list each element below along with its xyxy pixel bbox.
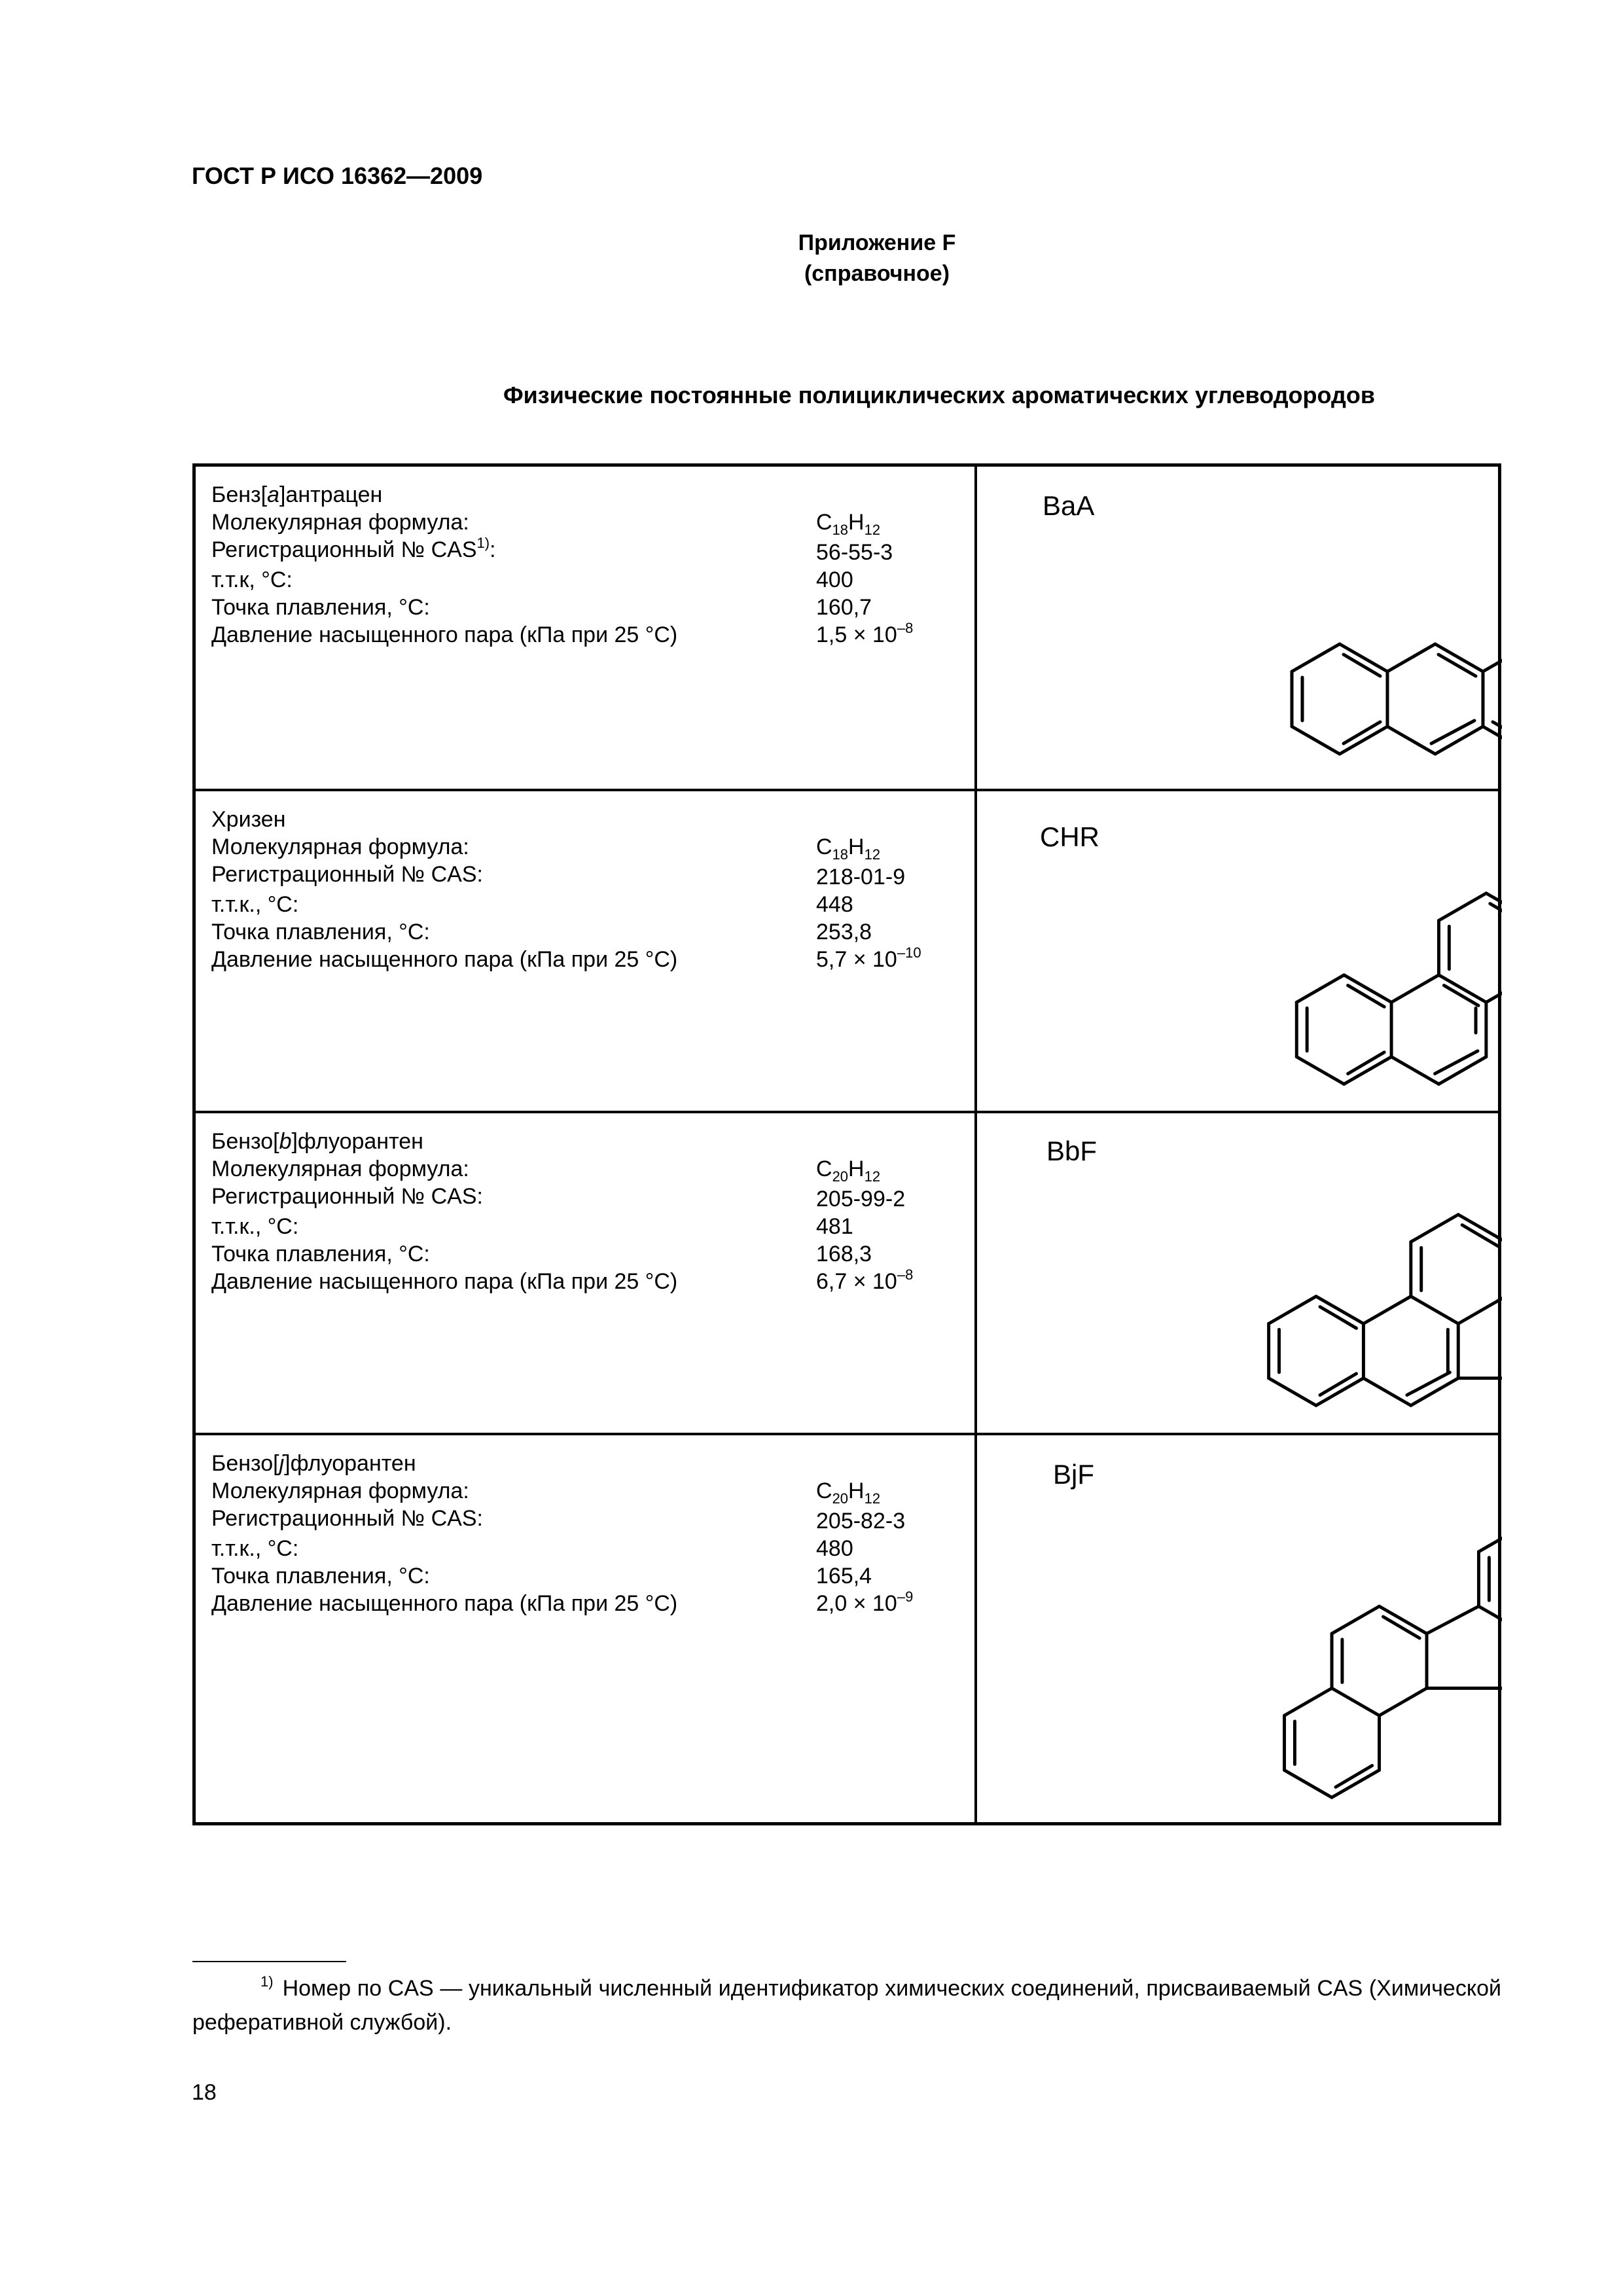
cas-value: 56-55-3 bbox=[816, 540, 893, 565]
formula-label: Молекулярная формула: bbox=[211, 834, 469, 859]
appendix-heading bbox=[726, 228, 1027, 289]
document-header: ГОСТ Р ИСО 16362—2009 bbox=[192, 162, 483, 189]
melting-point-label: Точка плавления, °С: bbox=[211, 595, 430, 620]
compound-name: Бенз[a]антрацен bbox=[211, 482, 383, 507]
cas-label: Регистрационный № CAS: bbox=[211, 1506, 483, 1531]
formula-value: $C_{20}H_{12}$ bbox=[816, 1479, 881, 1507]
cas-value: 205-99-2 bbox=[816, 1187, 906, 1211]
footnote-mark: 1) bbox=[260, 1973, 274, 1990]
melting-point-value: 168,3 bbox=[816, 1242, 872, 1266]
property-labels bbox=[211, 806, 677, 973]
boiling-point-label: т.т.к, °С: bbox=[211, 567, 293, 592]
table-row bbox=[196, 789, 1498, 1111]
boiling-point-value: 480 bbox=[816, 1536, 853, 1561]
compound-name: Хризен bbox=[211, 807, 286, 832]
melting-point-label: Точка плавления, °С: bbox=[211, 920, 430, 944]
melting-point-label: Точка плавления, °С: bbox=[211, 1242, 430, 1266]
boiling-point-value: 481 bbox=[816, 1214, 853, 1239]
vapor-pressure-label: Давление насыщенного пара (кПа при 25 °С) bbox=[211, 1269, 678, 1294]
boiling-point-label: т.т.к., °С: bbox=[211, 1214, 299, 1239]
formula-label: Молекулярная формула: bbox=[211, 510, 469, 535]
table-row bbox=[196, 1111, 1498, 1433]
compound-name: Бензо[j]флуорантен bbox=[211, 1451, 416, 1476]
melting-point-value: 165,4 bbox=[816, 1564, 872, 1588]
vapor-pressure-value: $1,5 \times 10^{-8}$ bbox=[816, 620, 914, 647]
table-row bbox=[196, 1433, 1498, 1822]
property-labels bbox=[211, 1450, 677, 1617]
property-values bbox=[816, 1155, 913, 1298]
compound-name: Бензо[b]флуорантен bbox=[211, 1129, 423, 1154]
vapor-pressure-label: Давление насыщенного пара (кПа при 25 °С) bbox=[211, 947, 678, 972]
vapor-pressure-value: $2,0 \times 10^{-9}$ bbox=[816, 1588, 914, 1616]
formula-value: $C_{18}H_{12}$ bbox=[816, 834, 881, 863]
compound-abbreviation: BaA bbox=[1043, 490, 1095, 521]
compound-abbreviation: CHR bbox=[1040, 821, 1099, 852]
formula-value: $C_{18}H_{12}$ bbox=[816, 510, 881, 538]
boiling-point-value: 448 bbox=[816, 892, 853, 917]
boiling-point-label: т.т.к., °С: bbox=[211, 892, 299, 917]
cas-value: 205-82-3 bbox=[816, 1509, 906, 1534]
pah-constants-table bbox=[192, 463, 1501, 1825]
table-title: Физические постоянные полициклических ароматических углеводородов bbox=[503, 382, 1376, 408]
vapor-pressure-value: $5,7 \times 10^{-10}$ bbox=[816, 944, 921, 972]
footnote-text: Номер по CAS — уникальный численный идентификатор химических соединений, присваиваемый CAS (Химической реферативной службой). bbox=[192, 1976, 1501, 2035]
page-number: 18 bbox=[192, 2080, 217, 2105]
melting-point-value: 253,8 bbox=[816, 920, 872, 944]
formula-label: Молекулярная формула: bbox=[211, 1479, 469, 1503]
cas-value: 218-01-9 bbox=[816, 865, 906, 889]
cas-label: Регистрационный № CAS$^{1)}$: bbox=[211, 535, 496, 562]
vapor-pressure-label: Давление насыщенного пара (кПа при 25 °С) bbox=[211, 622, 678, 647]
column-divider bbox=[974, 467, 977, 1822]
compound-abbreviation: BjF bbox=[1053, 1459, 1094, 1490]
boiling-point-label: т.т.к., °С: bbox=[211, 1536, 299, 1561]
cas-label: Регистрационный № CAS: bbox=[211, 1184, 483, 1209]
property-values bbox=[816, 1477, 913, 1620]
formula-value: $C_{20}H_{12}$ bbox=[816, 1157, 881, 1185]
melting-point-value: 160,7 bbox=[816, 595, 872, 620]
compound-abbreviation: BbF bbox=[1046, 1136, 1097, 1166]
property-values bbox=[816, 509, 913, 651]
table-row bbox=[196, 467, 1498, 789]
property-labels bbox=[211, 1128, 677, 1295]
cas-label: Регистрационный № CAS: bbox=[211, 862, 483, 887]
appendix-status: (справочное) bbox=[804, 261, 950, 286]
boiling-point-value: 400 bbox=[816, 567, 853, 592]
appendix-label: Приложение F bbox=[798, 230, 956, 255]
benzo-j-fluoranthene-structure-icon bbox=[977, 1435, 1502, 1822]
formula-label: Молекулярная формула: bbox=[211, 1157, 469, 1181]
vapor-pressure-label: Давление насыщенного пара (кПа при 25 °С) bbox=[211, 1591, 678, 1616]
property-labels bbox=[211, 481, 677, 649]
property-values bbox=[816, 833, 921, 976]
vapor-pressure-value: $6,7 \times 10^{-8}$ bbox=[816, 1266, 914, 1294]
melting-point-label: Точка плавления, °С: bbox=[211, 1564, 430, 1588]
footnote-ref: 1) bbox=[476, 535, 490, 551]
footnote bbox=[192, 1973, 1501, 2038]
footnote-separator bbox=[192, 1961, 346, 1962]
